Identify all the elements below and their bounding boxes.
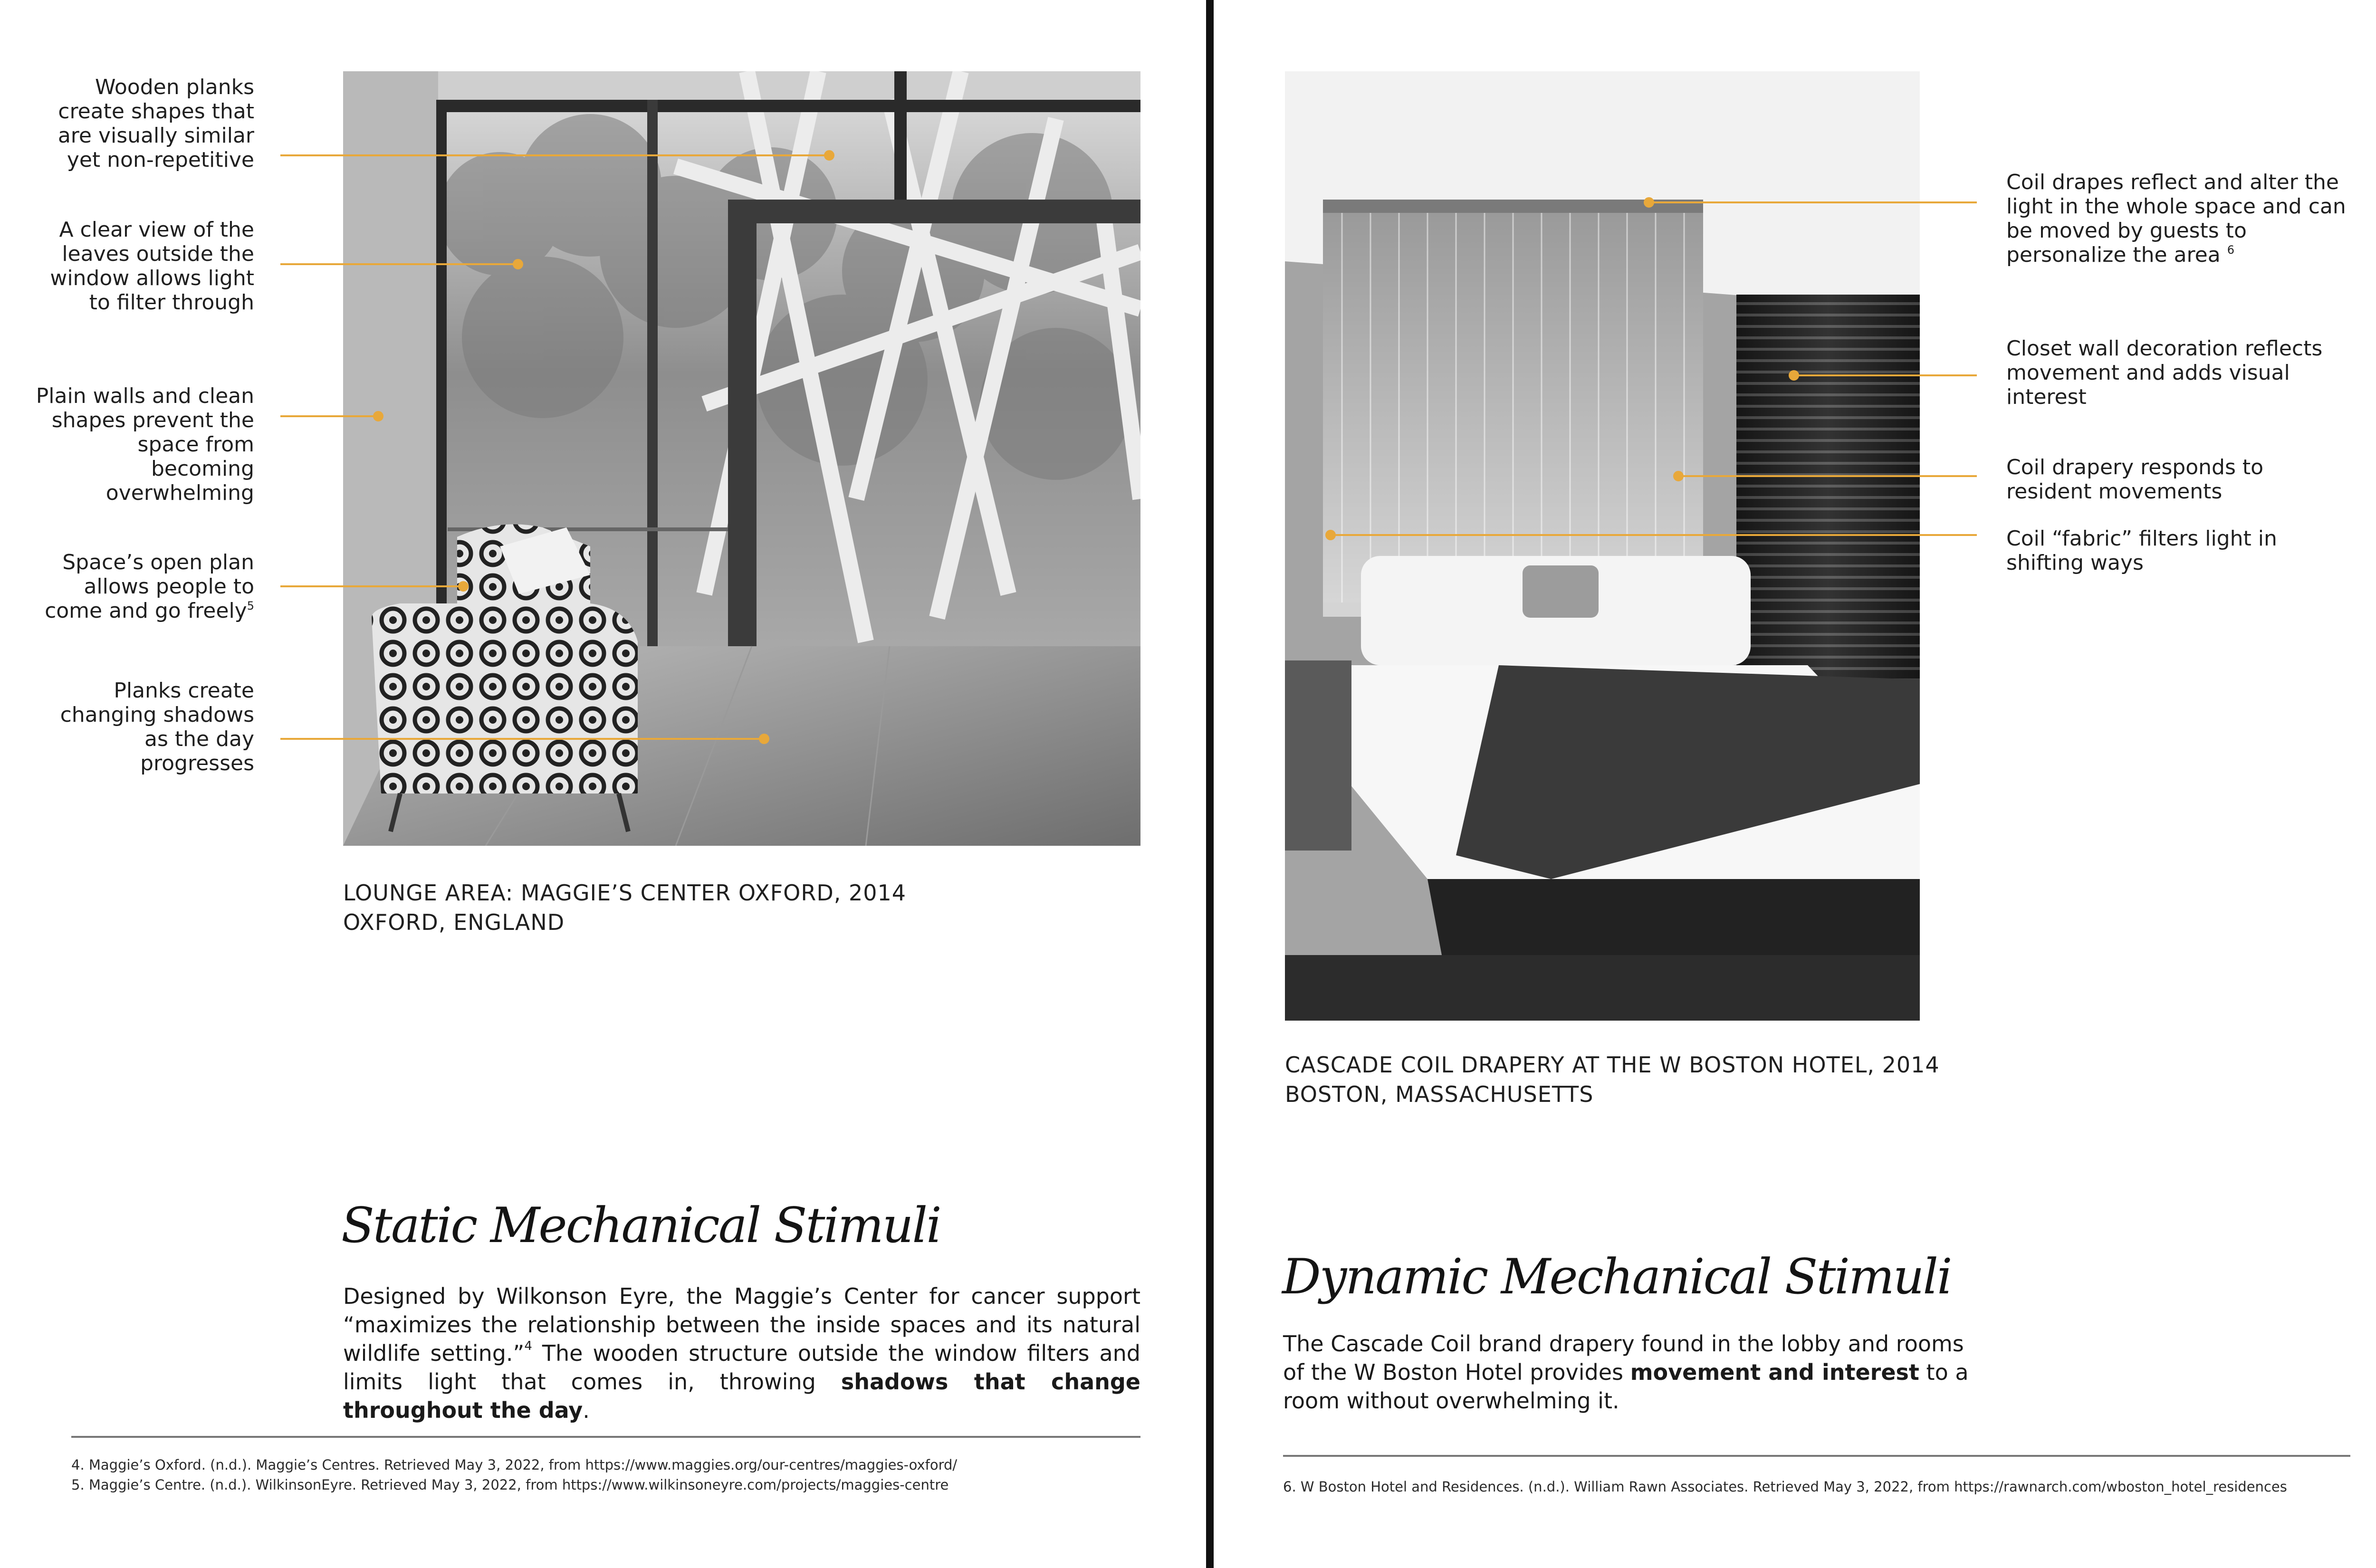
caption-line-2: BOSTON, MASSACHUSETTS: [1285, 1081, 1594, 1107]
callout-clear-view: A clear view of the leaves outside the window allows light to filter through: [50, 218, 254, 315]
callout-closet-wall: Closet wall decoration reflects movement and adds visual interest: [2006, 336, 2323, 409]
lounge-caption: [343, 878, 906, 937]
footnote-ref: 6: [2227, 243, 2234, 257]
caption-line-1: CASCADE COIL DRAPERY AT THE W BOSTON HOTEL, 2014: [1285, 1052, 1940, 1078]
footnote-ref: 4: [524, 1339, 532, 1353]
static-heading: Static Mechanical Stimuli: [341, 1197, 940, 1254]
dynamic-heading: Dynamic Mechanical Stimuli: [1282, 1249, 1951, 1305]
hotel-caption: [1285, 1050, 1940, 1109]
caption-line-1: LOUNGE AREA: MAGGIE’S CENTER OXFORD, 2014: [343, 880, 907, 906]
callout-drapery-movements: Coil drapery responds to resident movements: [2006, 455, 2264, 504]
callout-changing-shadows: Planks create changing shadows as the day progresses: [60, 679, 254, 775]
footnote-4: 4. Maggie’s Oxford. (n.d.). Maggie’s Centres. Retrieved May 3, 2022, from https://www.maggies.org/our-centres/maggies-oxford/: [71, 1457, 958, 1473]
footnote-ref: 5: [247, 599, 254, 612]
caption-line-2: OXFORD, ENGLAND: [343, 909, 565, 935]
static-body: Designed by Wilkonson Eyre, the Maggie’s Center for cancer support “maximizes the relationship between the inside spaces and its natural wildlife setting.”$^4$ The wooden structure outside the window filters and limits light that comes in, throwing shadows that change throughout the day.: [343, 1283, 1140, 1423]
callout-wooden-planks: Wooden planks create shapes that are visually similar yet non-repetitive: [57, 75, 254, 172]
right-leader-lines: [1217, 0, 2024, 618]
right-footnote-rule: [1283, 1455, 2350, 1457]
dynamic-body: The Cascade Coil brand drapery found in the lobby and rooms of the W Boston Hotel provides movement and interest to a room without overwhelming it.: [1283, 1331, 1969, 1414]
footnote-6: 6. W Boston Hotel and Residences. (n.d.). William Rawn Associates. Retrieved May 3, 2022, from https://rawnarch.com/wboston_hotel_residences: [1283, 1479, 2287, 1495]
footnote-5: 5. Maggie’s Centre. (n.d.). WilkinsonEyre. Retrieved May 3, 2022, from https://www.wilkinsoneyre.com/projects/maggies-centre: [71, 1477, 949, 1493]
left-footnote-rule: [71, 1436, 1140, 1438]
bold-phrase: movement and interest: [1630, 1359, 1919, 1385]
bold-phrase: shadows that change throughout the day: [343, 1369, 1140, 1423]
callout-plain-walls: Plain walls and clean shapes prevent the space from becoming overwhelming: [36, 384, 254, 505]
callout-coil-drapes: Coil drapes reflect and alter the light in the whole space and can be moved by guests to personalize the area $^6$: [2006, 170, 2346, 267]
callout-open-plan: Space’s open plan allows people to come and go freely$^5$: [45, 550, 254, 623]
callout-coil-fabric: Coil “fabric” filters light in shifting ways: [2006, 526, 2277, 575]
page-divider: [1206, 0, 1214, 1568]
